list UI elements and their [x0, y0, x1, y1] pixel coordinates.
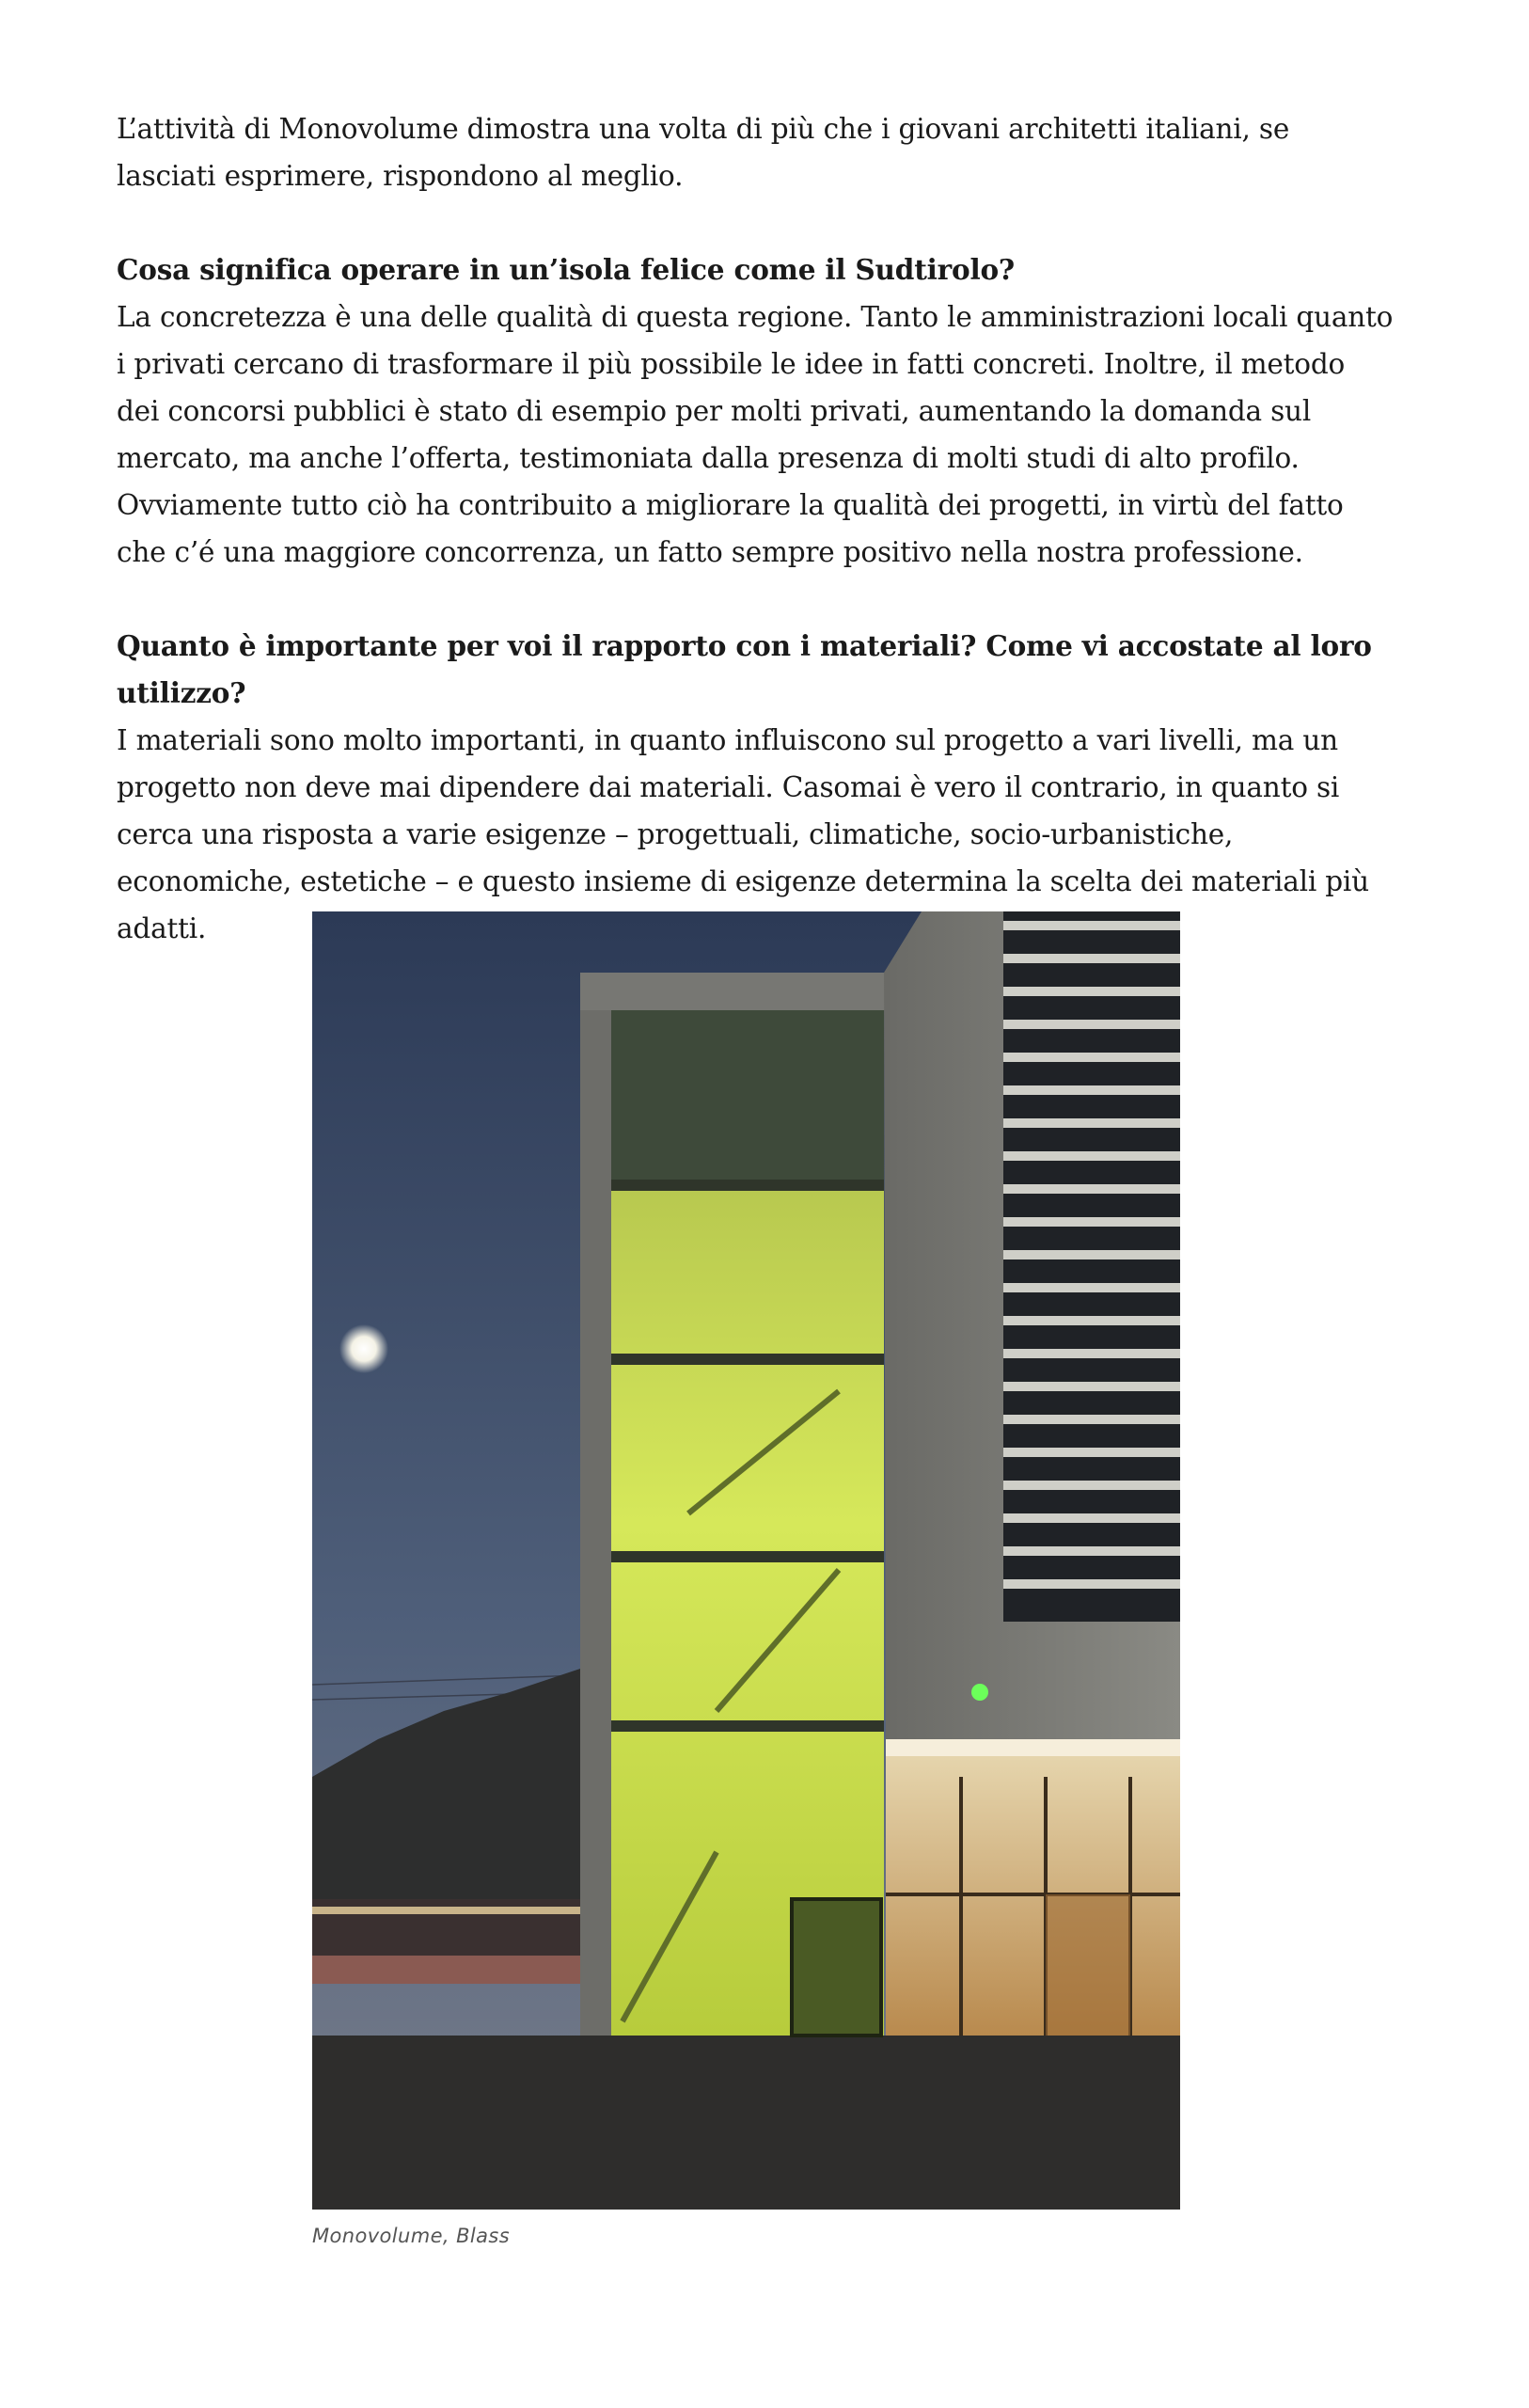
intro-paragraph: L’attività di Monovolume dimostra una volta di più che i giovani architetti italiani, se lasciati esprimere, rispondono al meglio.	[117, 113, 1290, 192]
question-1: Cosa significa operare in un’isola felice come il Sudtirolo?	[117, 253, 1016, 286]
building-photo-figure	[312, 911, 1180, 2247]
building-photo	[312, 911, 1180, 2210]
paragraph-gap	[117, 576, 1395, 623]
answer-1: La concretezza è una delle qualità di questa regione. Tanto le amministrazioni locali quanto i privati cercano di trasformare il più possibile le idee in fatti concreti. Inoltre, il metodo dei concorsi pubblici è stato di esempio per molti privati, aumentando la domanda sul mercato, ma anche l’offerta, testimoniata dalla presenza di molti studi di alto profilo. Ovviamente tutto ciò ha contribuito a migliorare la qualità dei progetti, in virtù del fatto che c’é una maggiore concorrenza, un fatto sempre positivo nella nostra professione.	[117, 301, 1394, 568]
paragraph-gap	[117, 199, 1395, 246]
question-2: Quanto è importante per voi il rapporto con i materiali? Come vi accostate al loro utilizzo?	[117, 629, 1372, 709]
photo-caption: Monovolume, Blass	[312, 2225, 511, 2247]
article-body	[117, 105, 1395, 952]
answer-2: I materiali sono molto importanti, in quanto influiscono sul progetto a vari livelli, ma un progetto non deve mai dipendere dai materiali. Casomai è vero il contrario, in quanto si cerca una risposta a varie esigenze – progettuali, climatiche, socio-urbanistiche, economiche, estetiche – e questo insieme di esigenze determina la scelta dei materiali più adatti.	[117, 724, 1369, 944]
